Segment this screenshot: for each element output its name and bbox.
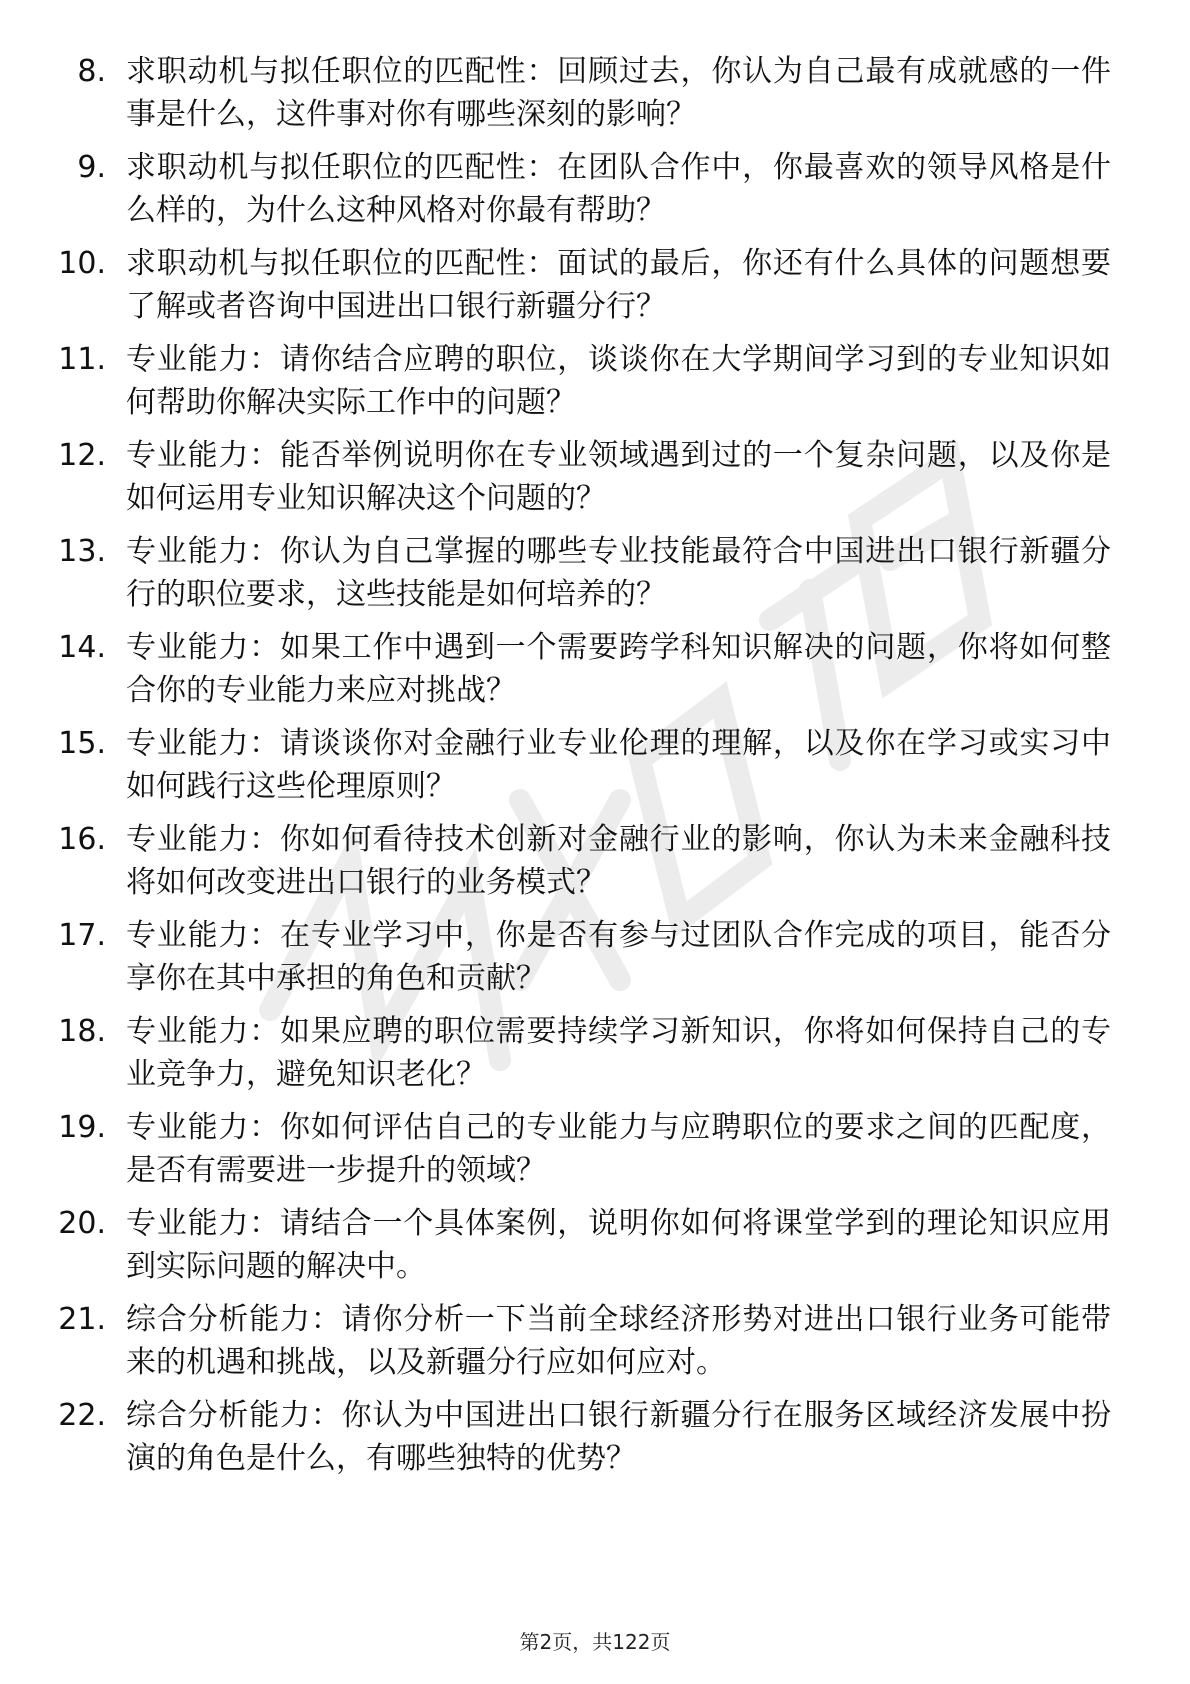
question-number: 15. xyxy=(58,726,106,761)
question-text: 专业能力：如果应聘的职位需要持续学习新知识，你将如何保持自己的专业竞争力，避免知识老化？ xyxy=(126,1014,1111,1092)
question-number: 17. xyxy=(58,918,106,953)
question-text: 专业能力：请谈谈你对金融行业专业伦理的理解，以及你在学习或实习中如何践行这些伦理原则？ xyxy=(126,726,1111,804)
question-item xyxy=(0,434,1190,530)
question-text: 专业能力：在专业学习中，你是否有参与过团队合作完成的项目，能否分享你在其中承担的角色和贡献？ xyxy=(126,918,1111,996)
question-item xyxy=(0,1010,1190,1106)
question-item xyxy=(0,626,1190,722)
page-footer: 第2页，共122页 xyxy=(519,1630,671,1654)
question-item xyxy=(0,146,1190,242)
question-item xyxy=(0,338,1190,434)
question-number: 18. xyxy=(58,1014,106,1049)
question-number: 8. xyxy=(77,54,106,89)
question-text: 专业能力：你如何评估自己的专业能力与应聘职位的要求之间的匹配度，是否有需要进一步提升的领域？ xyxy=(126,1110,1111,1188)
question-number: 22. xyxy=(58,1398,106,1433)
question-item xyxy=(0,50,1190,146)
question-number: 21. xyxy=(58,1302,106,1337)
question-number: 13. xyxy=(58,534,106,569)
question-item xyxy=(0,818,1190,914)
question-item xyxy=(0,1394,1190,1490)
question-item xyxy=(0,722,1190,818)
question-text: 专业能力：请你结合应聘的职位，谈谈你在大学期间学习到的专业知识如何帮助你解决实际工作中的问题？ xyxy=(126,342,1111,420)
question-number: 11. xyxy=(58,342,106,377)
question-text: 专业能力：你如何看待技术创新对金融行业的影响，你认为未来金融科技将如何改变进出口银行的业务模式？ xyxy=(126,822,1111,900)
question-text: 专业能力：能否举例说明你在专业领域遇到过的一个复杂问题，以及你是如何运用专业知识解决这个问题的？ xyxy=(126,438,1111,516)
question-number: 9. xyxy=(77,150,106,185)
question-text: 求职动机与拟任职位的匹配性：在团队合作中，你最喜欢的领导风格是什么样的，为什么这种风格对你最有帮助？ xyxy=(126,150,1111,228)
question-number: 19. xyxy=(58,1110,106,1145)
question-number: 20. xyxy=(58,1206,106,1241)
question-number: 14. xyxy=(58,630,106,665)
question-list xyxy=(0,50,1190,1490)
question-item xyxy=(0,1202,1190,1298)
question-item xyxy=(0,242,1190,338)
question-text: 专业能力：你认为自己掌握的哪些专业技能最符合中国进出口银行新疆分行的职位要求，这些技能是如何培养的？ xyxy=(126,534,1111,612)
question-text: 求职动机与拟任职位的匹配性：回顾过去，你认为自己最有成就感的一件事是什么，这件事对你有哪些深刻的影响？ xyxy=(126,54,1111,132)
question-item xyxy=(0,1298,1190,1394)
question-item xyxy=(0,530,1190,626)
question-text: 专业能力：如果工作中遇到一个需要跨学科知识解决的问题，你将如何整合你的专业能力来应对挑战？ xyxy=(126,630,1111,708)
question-text: 求职动机与拟任职位的匹配性：面试的最后，你还有什么具体的问题想要了解或者咨询中国进出口银行新疆分行？ xyxy=(126,246,1111,324)
question-number: 10. xyxy=(58,246,106,281)
question-text: 综合分析能力：你认为中国进出口银行新疆分行在服务区域经济发展中扮演的角色是什么，有哪些独特的优势？ xyxy=(126,1398,1111,1476)
question-item xyxy=(0,1106,1190,1202)
question-text: 综合分析能力：请你分析一下当前全球经济形势对进出口银行业务可能带来的机遇和挑战，以及新疆分行应如何应对。 xyxy=(126,1302,1111,1380)
question-number: 16. xyxy=(58,822,106,857)
question-item xyxy=(0,914,1190,1010)
question-number: 12. xyxy=(58,438,106,473)
question-text: 专业能力：请结合一个具体案例，说明你如何将课堂学到的理论知识应用到实际问题的解决中。 xyxy=(126,1206,1111,1284)
